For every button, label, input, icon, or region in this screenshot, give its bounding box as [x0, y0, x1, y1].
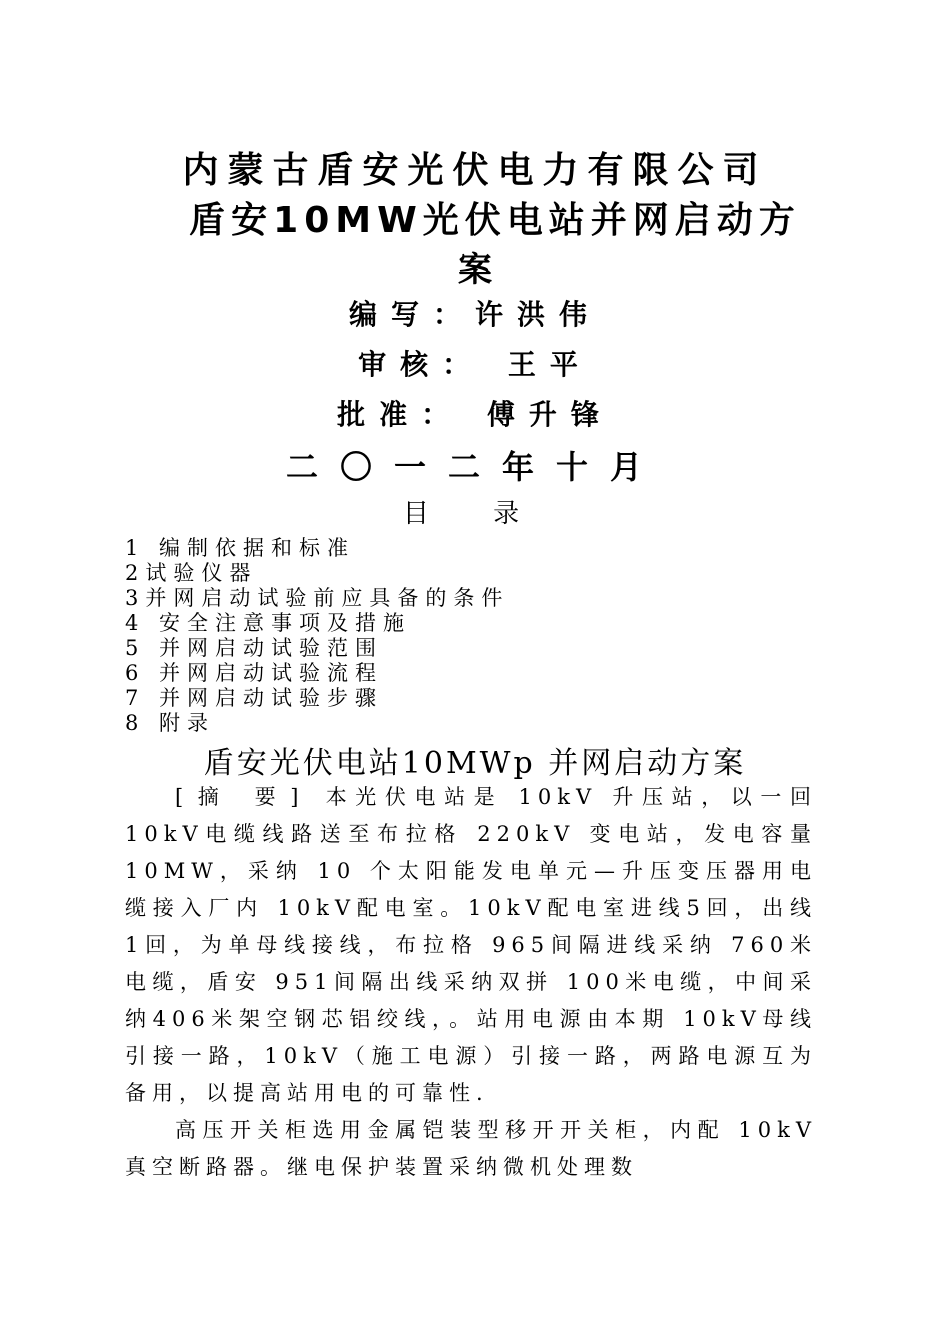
- toc-item: 6 并网启动试验流程: [125, 661, 384, 685]
- cover-title-line2: 案: [458, 250, 492, 290]
- abstract-text: 本光伏电站是 10kV 升压站，以一回 10kV电缆线路送至布拉格 220kV 变电站，发电容量 10MW，采纳 10 个太阳能发电单元—升压变压器用电缆接入厂内 10kV配电室。10kV配电室进线5回，出线 1回，为单母线接线，布拉格 965间隔进线采纳 760米电缆，盾安 951间隔出线采纳双拼 100米电缆，中间采纳406米架空钢芯铝绞线，。站用电源由本期 10kV母线引接一路，10kV（施工电源）引接一路，两路电源互为备用，以提高站用电的可靠性.: [125, 785, 817, 1105]
- toc-item: 2试验仪器: [125, 561, 258, 585]
- company-name: 内蒙古盾安光伏电力有限公司: [182, 150, 768, 191]
- abstract-paragraph: [125, 779, 817, 1112]
- cover-title-line1: 盾安10MW光伏电站并网启动方: [189, 200, 801, 241]
- table-of-contents: [125, 536, 509, 736]
- toc-title: 目 录: [402, 499, 548, 529]
- document-title: 盾安光伏电站10MWp 并网启动方案: [203, 746, 747, 781]
- body-paragraph: 高压开关柜选用金属铠装型移开开关柜，内配 10kV真空断路器。继电保护装置采纳微机处理数: [125, 1118, 817, 1179]
- author-line: 编写：许洪伟: [348, 298, 601, 331]
- approver-line: 批准： 傅升锋: [337, 398, 613, 431]
- abstract-label: [摘 要]: [175, 785, 311, 809]
- reviewer-line: 审核： 王平: [358, 348, 592, 381]
- toc-item: 7 并网启动试验步骤: [125, 686, 384, 710]
- toc-item: 1 编制依据和标准: [125, 536, 356, 560]
- toc-item: 5 并网启动试验范围: [125, 636, 384, 660]
- cover-date: 二〇一二年十月: [285, 448, 664, 486]
- toc-item: 4 安全注意事项及措施: [125, 611, 412, 635]
- toc-item: 8 附录: [125, 711, 216, 735]
- document-body: [125, 779, 817, 1186]
- toc-item: 3并网启动试验前应具备的条件: [125, 586, 510, 610]
